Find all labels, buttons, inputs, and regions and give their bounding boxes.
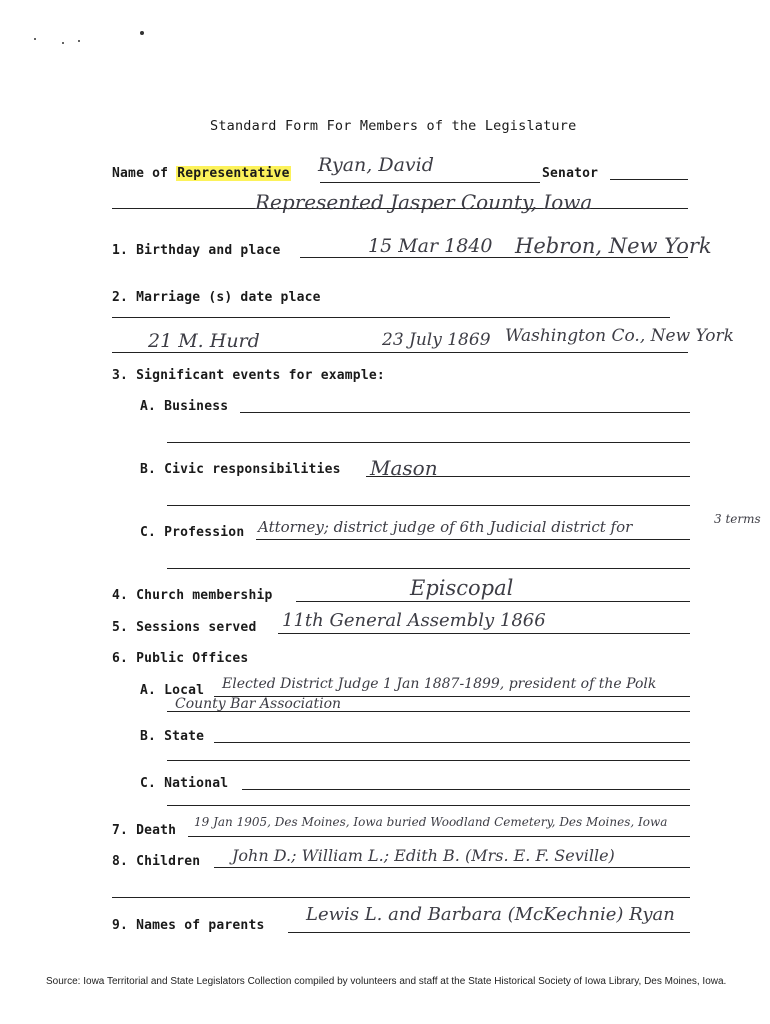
q7-underline	[188, 836, 690, 837]
q6b-underline	[214, 742, 690, 743]
q8-children-label: 8. Children	[112, 854, 201, 869]
handwritten-profession-margin: 3 terms	[714, 512, 761, 526]
handwritten-district: Represented Jasper County, Iowa	[255, 190, 593, 214]
q3c-underline-2	[167, 568, 690, 569]
form-title: Standard Form For Members of the Legislature	[210, 118, 577, 134]
source-citation: Source: Iowa Territorial and State Legislators Collection compiled by volunteers and staff at the State Historical Society of Iowa Library, Des Moines, Iowa.	[46, 976, 727, 987]
name-underline	[320, 182, 540, 183]
handwritten-local-2: County Bar Association	[175, 696, 342, 712]
q4-church-label: 4. Church membership	[112, 588, 273, 603]
q8-underline-2	[112, 897, 690, 898]
senator-underline	[610, 179, 688, 180]
name-prefix: Name of	[112, 166, 177, 181]
q3a-underline-2	[167, 442, 690, 443]
q6c-underline	[242, 789, 690, 790]
q2-underline-1	[112, 317, 670, 318]
q3-events-label: 3. Significant events for example:	[112, 368, 385, 383]
q5-sessions-label: 5. Sessions served	[112, 620, 257, 635]
handwritten-birth-date: 15 Mar 1840	[368, 235, 493, 257]
scan-speck	[78, 40, 80, 42]
q8-underline	[214, 867, 690, 868]
q5-underline	[278, 633, 690, 634]
handwritten-name: Ryan, David	[318, 154, 434, 176]
q7-death-label: 7. Death	[112, 823, 177, 838]
q6c-underline-2	[167, 805, 690, 806]
handwritten-marriage-place: Washington Co., New York	[505, 326, 734, 346]
scan-speck	[140, 31, 144, 35]
q6-public-offices-label: 6. Public Offices	[112, 651, 249, 666]
q2-marriage-label: 2. Marriage (s) date place	[112, 290, 321, 305]
q6c-national-label: C. National	[140, 776, 229, 791]
handwritten-marriage-date: 23 July 1869	[382, 330, 491, 350]
q6b-underline-2	[167, 760, 690, 761]
q3c-underline	[256, 539, 690, 540]
handwritten-profession: Attorney; district judge of 6th Judicial district for	[258, 518, 633, 536]
handwritten-spouse: 21 M. Hurd	[148, 330, 260, 352]
handwritten-local-1: Elected District Judge 1 Jan 1887-1899, president of the Polk	[222, 676, 657, 692]
handwritten-children: John D.; William L.; Edith B. (Mrs. E. F. Seville)	[232, 846, 615, 865]
q6b-state-label: B. State	[140, 729, 205, 744]
q9-underline	[288, 932, 690, 933]
q3b-underline-2	[167, 505, 690, 506]
handwritten-death: 19 Jan 1905, Des Moines, Iowa buried Woodland Cemetery, Des Moines, Iowa	[194, 815, 668, 829]
handwritten-civic: Mason	[370, 456, 438, 480]
handwritten-parents: Lewis L. and Barbara (McKechnie) Ryan	[306, 904, 675, 925]
q1-birthday-label: 1. Birthday and place	[112, 243, 281, 258]
scan-speck	[62, 42, 64, 44]
senator-label: Senator	[542, 166, 599, 181]
q4-underline	[296, 601, 690, 602]
q2-underline-2	[112, 352, 688, 353]
name-label	[112, 166, 291, 181]
q3a-business-label: A. Business	[140, 399, 229, 414]
q3b-civic-label: B. Civic responsibilities	[140, 462, 341, 477]
representative-highlight: Representative	[177, 166, 290, 181]
handwritten-sessions: 11th General Assembly 1866	[282, 610, 546, 631]
q3c-profession-label: C. Profession	[140, 525, 245, 540]
handwritten-birth-place: Hebron, New York	[515, 234, 712, 258]
scan-speck	[34, 38, 36, 40]
q3a-underline	[240, 412, 690, 413]
q6a-local-label: A. Local	[140, 683, 205, 698]
handwritten-church: Episcopal	[410, 576, 514, 600]
q9-parents-label: 9. Names of parents	[112, 918, 265, 933]
